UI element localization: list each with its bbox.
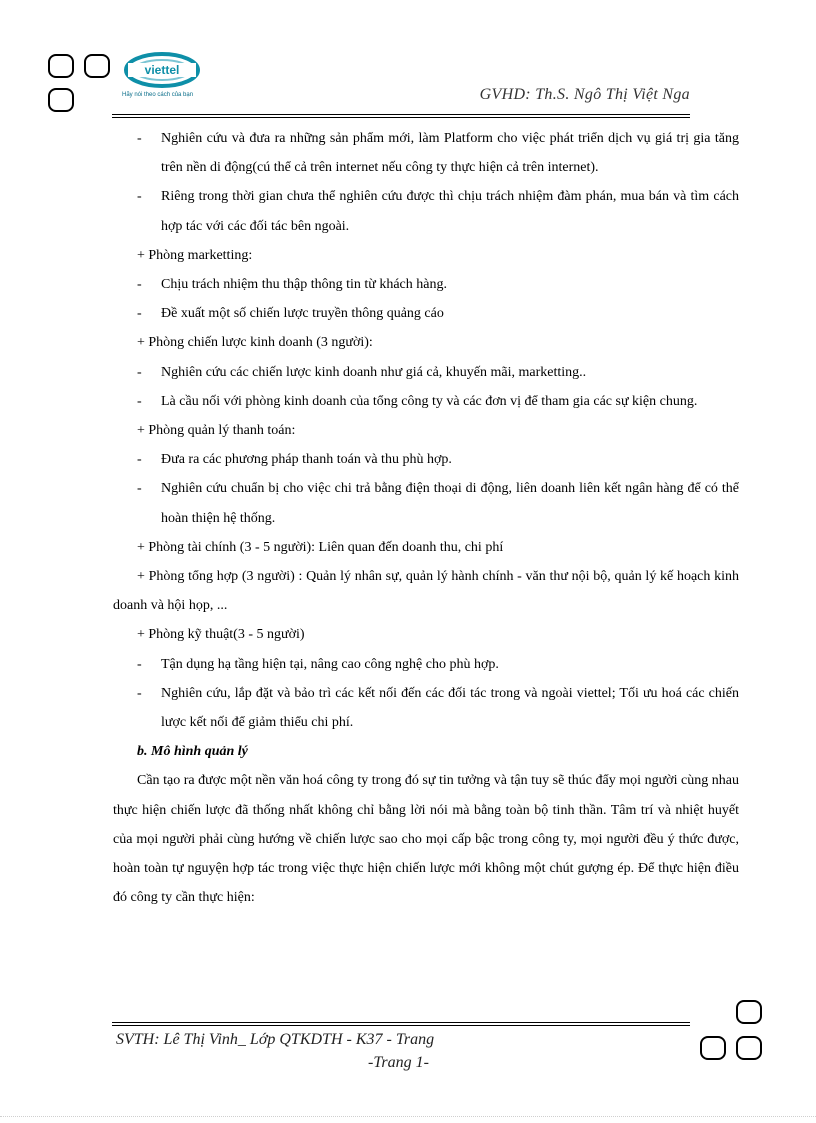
paragraph bbox=[113, 562, 739, 620]
bullet-dash: - bbox=[137, 393, 142, 409]
corner-box-bottom-right-2 bbox=[700, 1036, 726, 1060]
bullet-dash: - bbox=[137, 364, 142, 380]
viettel-logo-icon bbox=[122, 48, 222, 94]
item-text: Nghiên cứu, lắp đặt và bảo trì các kết nối đến các đối tác trong và ngoài viettel; Tối ưu hoá các chiến lược kết nối để giảm thiểu chi phí. bbox=[161, 685, 739, 731]
section-heading bbox=[113, 737, 739, 766]
bullet-dash: - bbox=[137, 481, 142, 497]
bullet-item bbox=[113, 182, 739, 240]
item-text: b. Mô hình quản lý bbox=[137, 744, 248, 760]
item-text: Riêng trong thời gian chưa thể nghiên cứu được thì chịu trách nhiệm đàm phán, mua bán và tìm cách hợp tác với các đối tác bên ngoài. bbox=[161, 189, 739, 234]
document-body bbox=[113, 124, 739, 912]
corner-box-top-left-1 bbox=[48, 54, 74, 78]
bullet-dash: - bbox=[137, 452, 142, 468]
logo-tagline: Hãy nói theo cách của bạn bbox=[122, 92, 194, 98]
page-number: -Trang 1- bbox=[368, 1054, 429, 1071]
corner-box-top-left-3 bbox=[48, 88, 74, 112]
viettel-logo bbox=[122, 48, 222, 108]
department-heading bbox=[113, 533, 739, 562]
logo-wordmark: viettel bbox=[144, 63, 180, 77]
item-text: Cần tạo ra được một nền văn hoá công ty trong đó sự tin tưởng và tận tuy sẽ thúc đẩy mọi người cùng nhau thực hiện chiến lược đã thống nhất không chỉ bằng lời nói mà bằng toàn bộ tinh thần. Tâm trí và nhiệt huyết của mọi người phải cùng hướng về chiến lược sao cho mọi cấp bậc trong công ty, mọi người đều ý thức được, hoàn toàn tự nguyện hợp tác trong việc thực hiện chiến lược mới không một chút gượng ép. Để thực hiện điều đó công ty cần thực hiện: bbox=[113, 773, 739, 906]
item-text: + Phòng quản lý thanh toán: bbox=[137, 423, 296, 439]
department-heading bbox=[113, 416, 739, 445]
item-text: Nghiên cứu các chiến lược kinh doanh như giá cả, khuyến mãi, marketting.. bbox=[161, 364, 587, 380]
item-text: + Phòng kỹ thuật(3 - 5 người) bbox=[137, 627, 305, 643]
item-text: Là cầu nối với phòng kinh doanh của tổng công ty và các đơn vị để tham gia các sự kiện chung. bbox=[161, 393, 698, 409]
item-text: Đưa ra các phương pháp thanh toán và thu phù hợp. bbox=[161, 452, 452, 468]
item-text: + Phòng tổng hợp (3 người) : Quản lý nhân sự, quản lý hành chính - văn thư nội bộ, quản lý kế hoạch kinh doanh và hội họp, ... bbox=[113, 569, 739, 614]
bullet-dash: - bbox=[137, 277, 142, 293]
header-rule bbox=[112, 114, 690, 115]
bullet-item bbox=[113, 124, 739, 182]
bullet-dash: - bbox=[137, 189, 142, 205]
corner-box-bottom-right-3 bbox=[736, 1036, 762, 1060]
corner-box-top-left-2 bbox=[84, 54, 110, 78]
bullet-dash: - bbox=[137, 306, 142, 322]
bullet-item bbox=[113, 650, 739, 679]
footer-author: SVTH: Lê Thị Vinh_ Lớp QTKDTH - K37 - Trang bbox=[116, 1031, 435, 1048]
bullet-dash: - bbox=[137, 685, 142, 701]
item-text: Chịu trách nhiệm thu thập thông tin từ khách hàng. bbox=[161, 277, 447, 293]
bullet-item bbox=[113, 387, 739, 416]
bullet-item bbox=[113, 445, 739, 474]
bullet-dash: - bbox=[137, 656, 142, 672]
bullet-item bbox=[113, 270, 739, 299]
item-text: Nghiên cứu và đưa ra những sản phẩm mới, làm Platform cho việc phát triển dịch vụ giá trị gia tăng trên nền di động(cú thể cả trên internet nếu công ty thực hiện cả trên internet). bbox=[161, 131, 739, 176]
item-text: + Phòng marketting: bbox=[137, 247, 253, 263]
department-heading bbox=[113, 241, 739, 270]
item-text: + Phòng chiến lược kinh doanh (3 người): bbox=[137, 335, 373, 351]
corner-box-bottom-right-1 bbox=[736, 1000, 762, 1024]
page-edge-line bbox=[0, 1116, 816, 1117]
item-text: Đề xuất một số chiến lược truyền thông quảng cáo bbox=[161, 306, 444, 322]
bullet-dash: - bbox=[137, 131, 142, 146]
bullet-item bbox=[113, 474, 739, 532]
bullet-item bbox=[113, 358, 739, 387]
paragraph bbox=[113, 766, 739, 912]
item-text: Tận dụng hạ tầng hiện tại, nâng cao công nghệ cho phù hợp. bbox=[161, 656, 499, 672]
bullet-item bbox=[113, 299, 739, 328]
footer-rule bbox=[112, 1022, 690, 1023]
supervisor-header: GVHD: Th.S. Ngô Thị Việt Nga bbox=[479, 86, 690, 103]
item-text: + Phòng tài chính (3 - 5 người): Liên quan đến doanh thu, chi phí bbox=[137, 539, 504, 555]
department-heading bbox=[113, 620, 739, 649]
header-rule-2 bbox=[112, 117, 690, 118]
footer-rule-2 bbox=[112, 1025, 690, 1026]
bullet-item bbox=[113, 679, 739, 737]
department-heading bbox=[113, 328, 739, 357]
item-text: Nghiên cứu chuẩn bị cho việc chi trả bằng điện thoại di động, liên doanh liên kết ngân hàng để có thể hoàn thiện hệ thống. bbox=[161, 481, 739, 526]
